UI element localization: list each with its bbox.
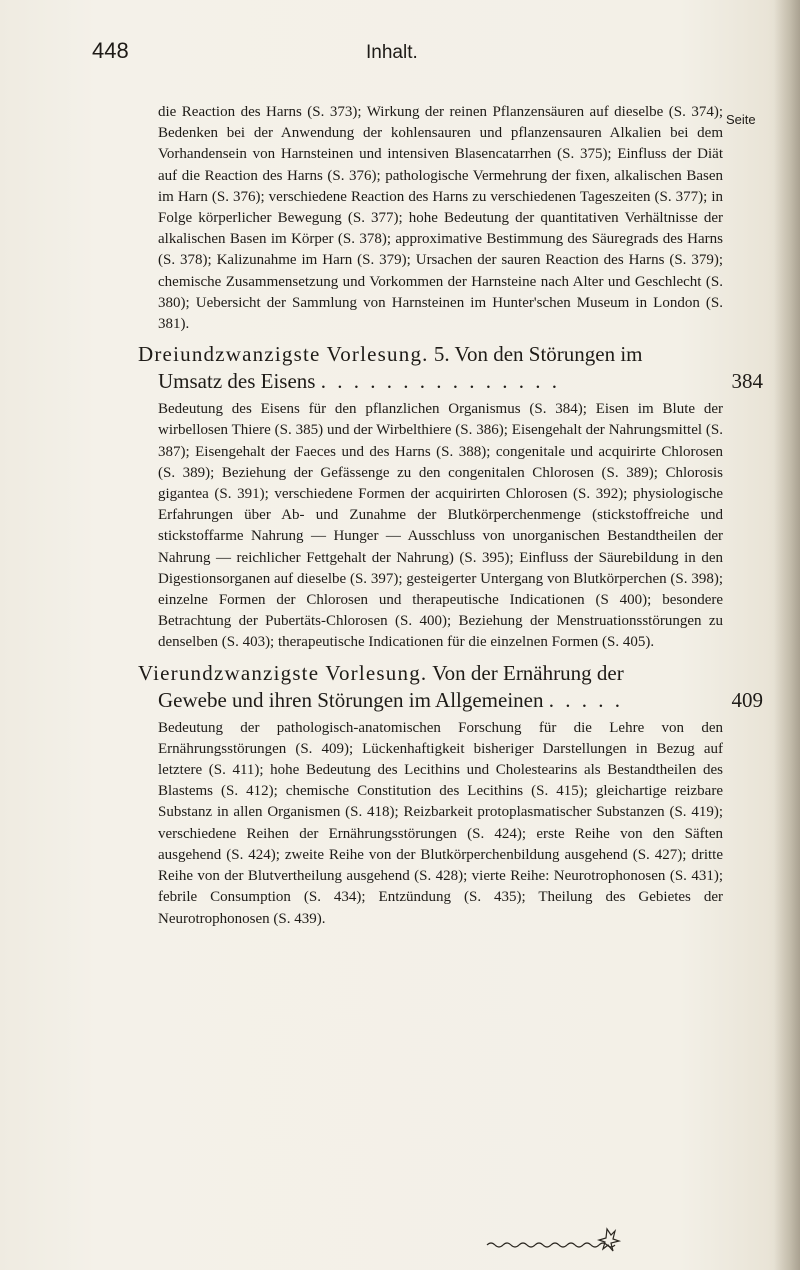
lecture-heading-24 — [138, 660, 763, 714]
lecture-number: Dreiundzwanzigste Vorlesung. — [138, 342, 429, 367]
lecture-summary: Bedeutung der pathologisch-anatomischen Forschung für die Lehre von den Ernährungsstörungen (S. 409); Lückenhaftigkeit bisheriger Darstellungen in Bezug auf letztere (S. 411); hohe Bedeutung des Lecithins und Cholestearins als Bestandtheilen des Blastems (S. 412); chemische Constitution des Lecithins (S. 415); gleichartige reizbare Substanz in allen Organismen (S. 418); Reizbarkeit protoplasmatischer Substanzen (S. 419); verschiedene Reihen der Ernährungsstörungen (S. 424); erste Reihe von den Säften ausgehend (S. 424); zweite Reihe von der Blutkörperchenbildung ausgehend (S. 427); dritte Reihe von der Blutvertheilung ausgehend (S. 428); vierte Reihe: Neurotrophonosen (S. 431); febrile Consumption (S. 434); Entzündung (S. 435); Theilung des Gebietes der Neurotrophonosen (S. 439). — [158, 719, 723, 927]
lecture-heading-line — [138, 341, 763, 368]
leader-dots: . . . . . . . . . . . . . . . — [320, 369, 560, 394]
lecture-title-part: Von der Ernährung der — [432, 660, 624, 685]
lecture-number: Vierundzwanzigste Vorlesung. — [138, 660, 428, 685]
lecture-title-part: 5. Von den Störungen im — [433, 342, 643, 367]
page-column-label: Seite — [726, 112, 756, 127]
lecture-heading-line-2 — [138, 687, 763, 714]
lecture-page-number: 384 — [731, 369, 763, 394]
end-ornament-icon — [485, 1225, 635, 1255]
lecture-title-end: Gewebe und ihren Störungen im Allgemeinen — [158, 687, 544, 712]
lecture-page-number: 409 — [731, 687, 763, 712]
lecture-title-end: Umsatz des Eisens — [158, 369, 316, 394]
leader-dots: . . . . . — [548, 687, 623, 712]
page-number: 448 — [92, 38, 129, 63]
page-edge-shadow — [774, 0, 800, 1270]
lecture-summary: Bedeutung des Eisens für den pflanzlichen Organismus (S. 384); Eisen im Blute der wirbellosen Thiere (S. 385) und der Wirbelthiere (S. 386); Eisengehalt der Nahrungsmittel (S. 387); Eisengehalt der Faeces und des Harns (S. 388); congenitale und acquirirte Chlorosen (S. 389); Beziehung der Gefässenge zu den congenitalen Chlorosen (S. 389); Chlorosis gigantea (S. 391); verschiedene Formen der acquirirten Chlorosen (S. 392); physiologische Erfahrungen über Ab- und Zunahme der Blutkörperchenmenge (stickstoffreiche und stickstoffarme Nahrung — Hunger — Ausschluss von unorganischen Bestandtheilen der Nahrung — reichlicher Fettgehalt der Nahrung) (S. 395); Einfluss der Säurebildung in den Digestionsorganen auf dieselbe (S. 397); gesteigerter Untergang von Blutkörperchen (S. 398); einzelne Formen der Chlorosen und therapeutische Indicationen (S 400); besondere Betrachtung der Pubertäts-Chlorosen (S. 400); Beziehung der Menstruationsstörungen zu denselben (S. 403); therapeutische Indicationen für die einzelnen Formen (S. 405). — [158, 401, 723, 651]
lecture-heading-line — [138, 660, 763, 687]
lecture-heading-line-2 — [138, 368, 763, 395]
running-title: Inhalt. — [366, 42, 418, 63]
continued-entry-text: die Reaction des Harns (S. 373); Wirkung der reinen Pflanzensäuren auf dieselbe (S. 374); Bedenken bei der Anwendung der kohlensauren und pflanzensauren Alkalien bei dem Vorhandensein von Harnsteinen und intensiven Blasencatarrhen (S. 375); Einfluss der Diät auf die Reaction des Harns (S. 376); pathologische Vermehrung der fixen, alkalischen Basen im Harn (S. 376); verschiedene Reaction des Harns zu verschiedenen Tageszeiten (S. 377); in Folge körperlicher Bewegung (S. 377); hohe Bedeutung der quantitativen Verhältnisse der alkalischen Basen im Körper (S. 378); approximative Bestimmung des Säuregrads des Harns (S. 378); Kalizunahme im Harn (S. 379); Ursachen der sauren Reaction des Harns (S. 379); chemische Zusammensetzung und Vorkommen der Harnsteine nach Alter und Geschlecht (S. 380); Uebersicht der Sammlung von Harnsteinen im Hunter'schen Museum in London (S. 381). — [158, 104, 723, 333]
running-head — [0, 38, 800, 68]
lecture-heading-23 — [138, 341, 763, 395]
